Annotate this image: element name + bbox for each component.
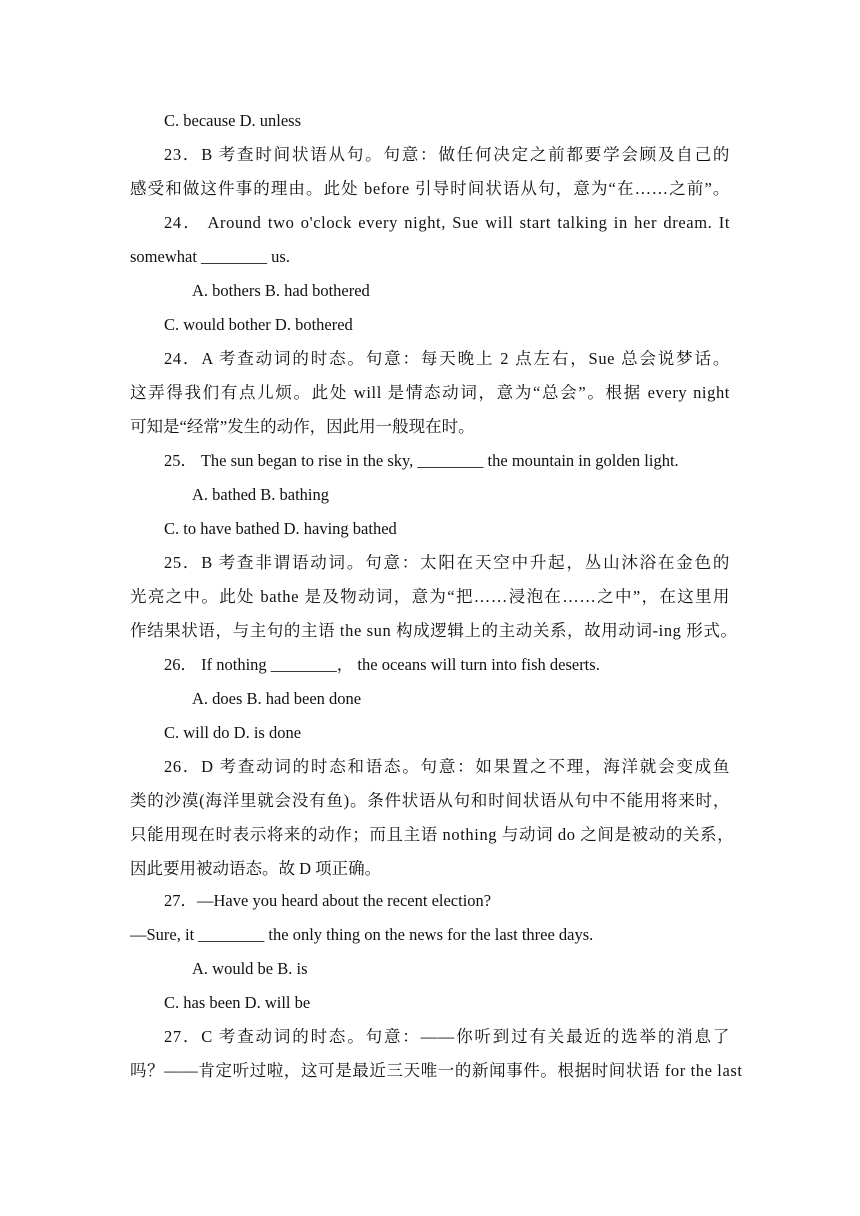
question-line: somewhat ________ us. [130,247,290,266]
option-line: A. does B. had been done [192,689,362,708]
answer-line: 这弄得我们有点儿烦。此处 will 是情态动词，意为“总会”。根据 every night [130,383,730,402]
answer-line: 吗？——肯定听过啦，这可是最近三天唯一的新闻事件。根据时间状语 for the last [130,1061,743,1080]
answer-line: 只能用现在时表示将来的动作；而且主语 nothing 与动词 do 之间是被动的关系， [130,825,735,844]
option-line: C. because D. unless [164,111,302,130]
question-line: 24． Around two o'clock every night, Sue will start talking in her dream. It [164,213,730,232]
answer-line: 25．B 考查非谓语动词。句意：太阳在天空中升起，丛山沐浴在金色的 [164,553,730,572]
answer-line: 可知是“经常”发生的动作，因此用一般现在时。 [130,417,475,436]
answer-line: 27．C 考查动词的时态。句意：——你听到过有关最近的选举的消息了 [164,1027,730,1046]
option-line: C. has been D. will be [164,993,311,1012]
option-line: A. bothers B. had bothered [192,281,370,300]
option-line: A. would be B. is [192,959,308,978]
question-line: 27．—Have you heard about the recent election? [164,891,492,910]
question-line: 26． If nothing ________， the oceans will turn into fish deserts. [164,655,600,674]
answer-line: 24．A 考查动词的时态。句意：每天晚上 2 点左右，Sue 总会说梦话。 [164,349,730,368]
option-line: A. bathed B. bathing [192,485,330,504]
answer-line: 类的沙漠(海洋里就会没有鱼)。条件状语从句和时间状语从句中不能用将来时， [130,791,730,810]
answer-line: 因此要用被动语态。故 D 项正确。 [130,859,382,878]
question-line: —Sure, it ________ the only thing on the news for the last three days. [130,925,594,944]
answer-line: 26．D 考查动词的时态和语态。句意：如果置之不理，海洋就会变成鱼 [164,757,730,776]
answer-line: 作结果状语，与主句的主语 the sun 构成逻辑上的主动关系，故用动词-ing 形式。 [130,621,738,640]
answer-line: 光亮之中。此处 bathe 是及物动词，意为“把……浸泡在……之中”，在这里用 [130,587,730,606]
answer-line: 23．B 考查时间状语从句。句意：做任何决定之前都要学会顾及自己的 [164,145,730,164]
option-line: C. to have bathed D. having bathed [164,519,397,538]
option-line: C. would bother D. bothered [164,315,353,334]
question-line: 25． The sun began to rise in the sky, ________ the mountain in golden light. [164,451,679,470]
option-line: C. will do D. is done [164,723,302,742]
answer-line: 感受和做这件事的理由。此处 before 引导时间状语从句，意为“在……之前”。 [130,179,730,198]
